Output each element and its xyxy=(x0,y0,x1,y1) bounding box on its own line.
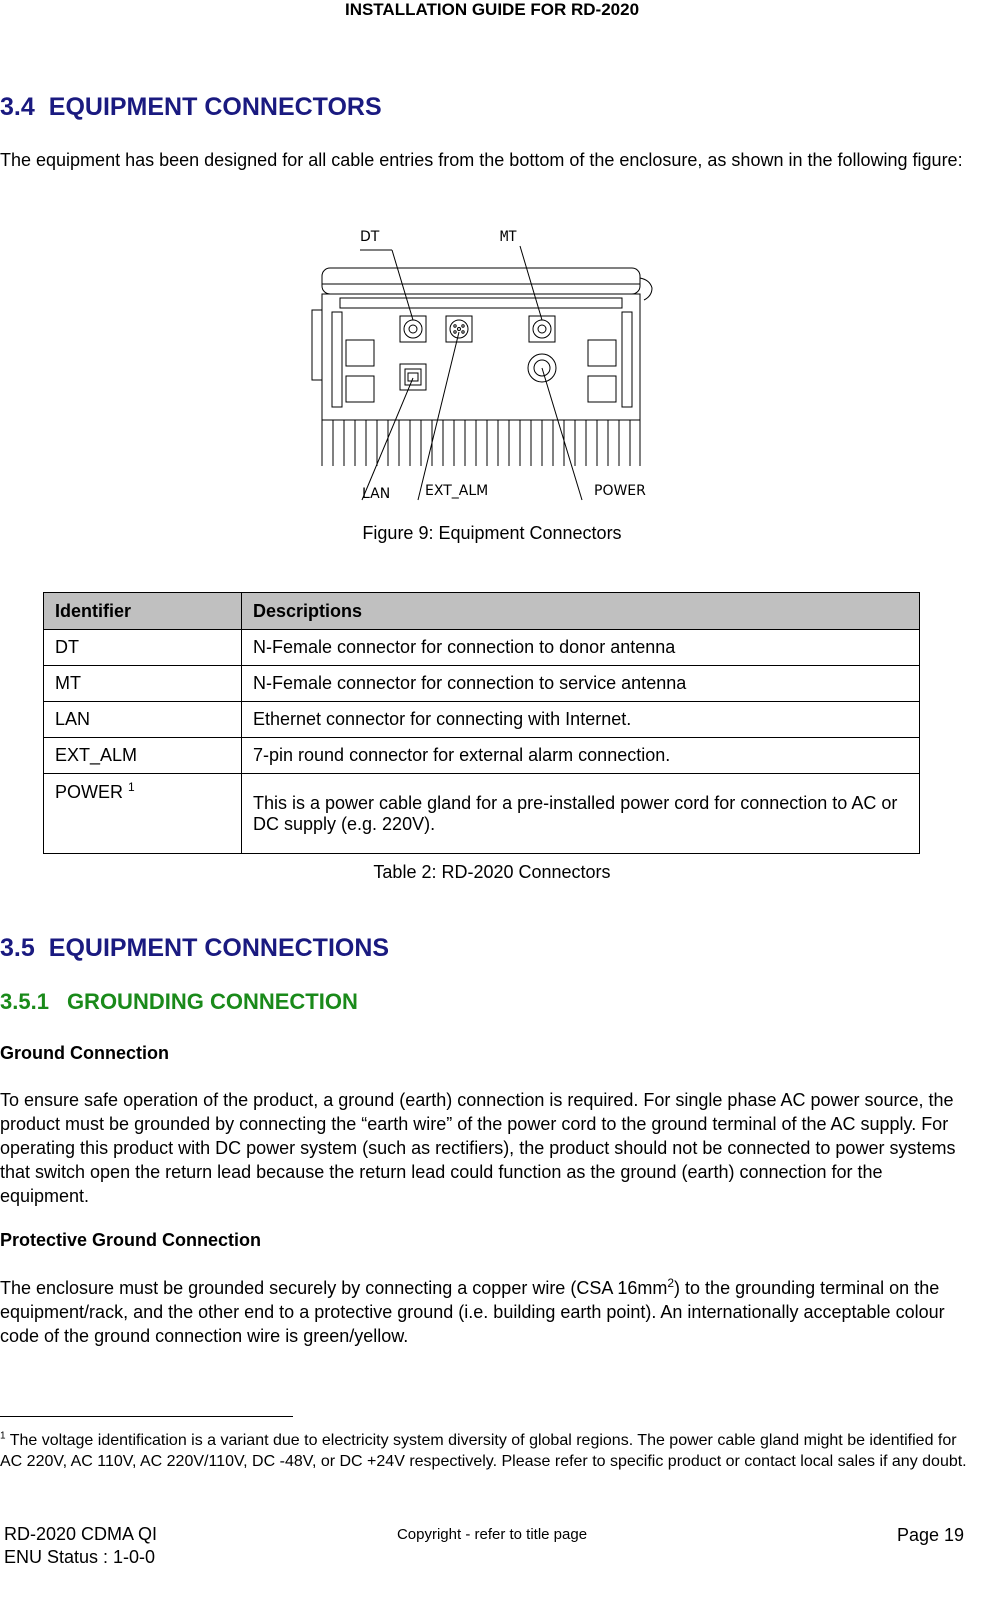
footnote-text: The voltage identification is a variant due to electricity system diversity of global regions. The power cable gland might be identified for AC 220V, AC 110V, AC 220V/110V, DC -48V, or DC +24V respectively. Please refer to specific product or contact local sales if any doubt. xyxy=(0,1432,967,1470)
cell-identifier: DT xyxy=(44,630,242,666)
footer-status: ENU Status : 1-0-0 xyxy=(4,1547,156,1567)
table-row xyxy=(44,774,920,854)
connectors-table xyxy=(43,592,920,854)
label-ext-alm: EXT_ALM xyxy=(425,483,489,499)
section-number: 3.4 xyxy=(0,93,35,121)
footer-doc-name: RD-2020 CDMA QI xyxy=(4,1524,158,1544)
footer-copyright: Copyright - refer to title page xyxy=(396,1526,588,1543)
cell-identifier: EXT_ALM xyxy=(44,738,242,774)
table-row xyxy=(44,666,920,702)
table-header-identifier: Identifier xyxy=(44,593,242,630)
footnote-ref: 1 xyxy=(128,780,135,794)
section-heading-3-4 xyxy=(0,93,382,122)
table-header-row xyxy=(44,593,920,630)
protective-ground-paragraph xyxy=(0,1276,975,1348)
cell-description: N-Female connector for connection to service antenna xyxy=(242,666,920,702)
footer-page-number: Page 19 xyxy=(896,1525,964,1545)
section-number: 3.5 xyxy=(0,934,35,962)
identifier-text: POWER xyxy=(55,782,124,802)
cell-identifier: MT xyxy=(44,666,242,702)
footnote-divider xyxy=(0,1416,293,1417)
protective-ground-heading: Protective Ground Connection xyxy=(0,1230,262,1250)
cell-description: Ethernet connector for connecting with Internet. xyxy=(242,702,920,738)
page-header-title: INSTALLATION GUIDE FOR RD-2020 xyxy=(344,0,640,19)
footnote xyxy=(0,1430,980,1472)
section-title: EQUIPMENT CONNECTIONS xyxy=(48,934,390,962)
cell-description: N-Female connector for connection to donor antenna xyxy=(242,630,920,666)
section-heading-3-5-1 xyxy=(0,989,358,1015)
section-heading-3-5 xyxy=(0,934,389,963)
ground-connection-paragraph: To ensure safe operation of the product, a ground (earth) connection is required. For single phase AC power source, the product must be grounded by connecting the “earth wire” of the power cord to the ground terminal of the AC supply. For operating this product with DC power system (such as rectifiers), the product should not be connected to power systems that switch open the return lead because the return lead could function as the ground (earth) connection for the equipment. xyxy=(0,1090,956,1206)
label-power: POWER xyxy=(594,483,646,499)
cell-identifier: LAN xyxy=(44,702,242,738)
cell-identifier xyxy=(44,774,242,854)
cell-description: 7-pin round connector for external alarm connection. xyxy=(242,738,920,774)
table-row xyxy=(44,702,920,738)
protective-text-after: ) to the grounding terminal on the equipment/rack, and the other end to a protective ground (i.e. building earth point). An internationally acceptable colour code of the ground connection wire is green/yellow. xyxy=(0,1278,945,1346)
table-row xyxy=(44,630,920,666)
protective-text-before: The enclosure must be grounded securely by connecting a copper wire (CSA 16mm xyxy=(0,1278,668,1298)
label-dt: DT xyxy=(360,229,380,245)
equipment-connectors-figure xyxy=(300,220,680,520)
intro-paragraph: The equipment has been designed for all cable entries from the bottom of the enclosure, as shown in the following figure: xyxy=(0,150,963,170)
footnote-mark: 1 xyxy=(0,1430,6,1442)
section-title: GROUNDING CONNECTION xyxy=(66,989,358,1014)
label-mt: MT xyxy=(500,229,517,245)
superscript: 2 xyxy=(667,1276,675,1290)
table-caption: Table 2: RD-2020 Connectors xyxy=(373,862,611,882)
section-title: EQUIPMENT CONNECTORS xyxy=(48,93,382,121)
table-row xyxy=(44,738,920,774)
table-header-descriptions: Descriptions xyxy=(242,593,920,630)
cell-description: This is a power cable gland for a pre-installed power cord for connection to AC or DC supply (e.g. 220V). xyxy=(242,774,920,854)
ground-connection-heading: Ground Connection xyxy=(0,1043,169,1063)
label-lan: LAN xyxy=(362,486,391,502)
figure-caption: Figure 9: Equipment Connectors xyxy=(362,523,622,543)
section-number: 3.5.1 xyxy=(0,989,49,1014)
